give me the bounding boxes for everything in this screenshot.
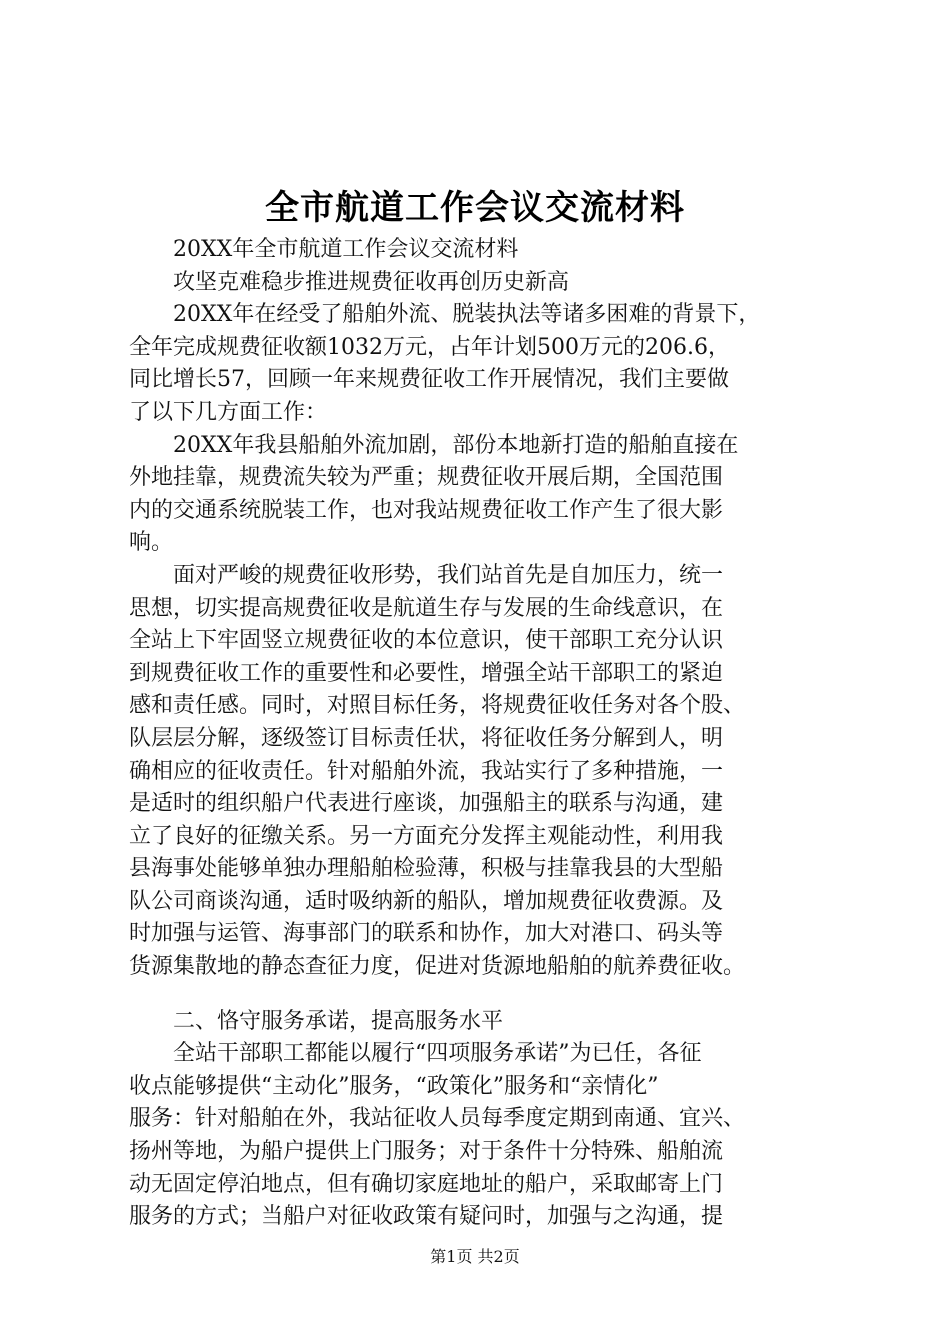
paragraph-line: 内的交通系统脱装工作，也对我站规费征收工作产生了很大影 [129,497,724,523]
paragraph-line: 了以下几方面工作： [129,399,328,425]
paragraph-line: 货源集散地的静态查征力度，促进对货源地船舶的航养费征收。 [129,954,746,980]
paragraph-line: 全站干部职工都能以履行“四项服务承诺”为已任，各征 [173,1041,702,1067]
subtitle-line: 20XX年全市航道工作会议交流材料 [173,237,519,262]
subtitle-line: 攻坚克难稳步推进规费征收再创历史新高 [173,269,570,295]
paragraph-line: 收点能够提供“主动化”服务，“政策化”服务和“亲情化” [129,1073,659,1099]
paragraph-line: 动无固定停泊地点，但有确切家庭地址的船户，采取邮寄上门 [129,1171,724,1197]
paragraph-line: 队层层分解，逐级签订目标责任状，将征收任务分解到人，明 [129,725,724,751]
paragraph-line: 全站上下牢固竖立规费征收的本位意识，使干部职工充分认识 [129,628,724,654]
document-title: 全市航道工作会议交流材料 [265,188,685,228]
document-body [129,234,851,1234]
paragraph-line: 是适时的组织船户代表进行座谈，加强船主的联系与沟通，建 [129,791,724,817]
page-footer: 第1页 共2页 [430,1247,520,1266]
paragraph-line: 全年完成规费征收额1032万元，占年计划500万元的206.6， [129,334,730,360]
paragraph-line: 确相应的征收责任。针对船舶外流，我站实行了多种措施，一 [129,758,724,784]
paragraph-line: 队公司商谈沟通，适时吸纳新的船队，增加规费征收费源。及 [129,888,724,914]
paragraph-line: 立了良好的征缴关系。另一方面充分发挥主观能动性，利用我 [129,823,724,849]
paragraph-line: 外地挂靠，规费流失较为严重；规费征收开展后期，全国范围 [129,465,724,491]
paragraph-line: 到规费征收工作的重要性和必要性，增强全站干部职工的紧迫 [129,660,724,686]
section-heading: 二、恪守服务承诺，提高服务水平 [173,1008,504,1034]
paragraph-line: 时加强与运管、海事部门的联系和协作，加大对港口、码头等 [129,921,724,947]
paragraph-line: 面对严峻的规费征收形势，我们站首先是自加压力，统一 [173,562,724,588]
paragraph-line: 20XX年我县船舶外流加剧，部份本地新打造的船舶直接在 [173,432,739,458]
paragraph-line: 同比增长57，回顾一年来规费征收工作开展情况，我们主要做 [129,367,729,393]
paragraph-line: 感和责任感。同时，对照目标任务，将规费征收任务对各个股、 [129,693,746,719]
paragraph-line: 服务：针对船舶在外，我站征收人员每季度定期到南通、宜兴、 [129,1106,746,1132]
paragraph-line: 20XX年在经受了船舶外流、脱装执法等诸多困难的背景下， [173,302,761,328]
paragraph-line: 思想，切实提高规费征收是航道生存与发展的生命线意识，在 [129,595,724,621]
paragraph-line: 响。 [129,530,174,556]
paragraph-line: 服务的方式；当船户对征收政策有疑问时，加强与之沟通，提 [129,1204,724,1230]
paragraph-line: 县海事处能够单独办理船舶检验薄，积极与挂靠我县的大型船 [129,856,724,882]
paragraph-line: 扬州等地，为船户提供上门服务；对于条件十分特殊、船舶流 [129,1139,724,1165]
